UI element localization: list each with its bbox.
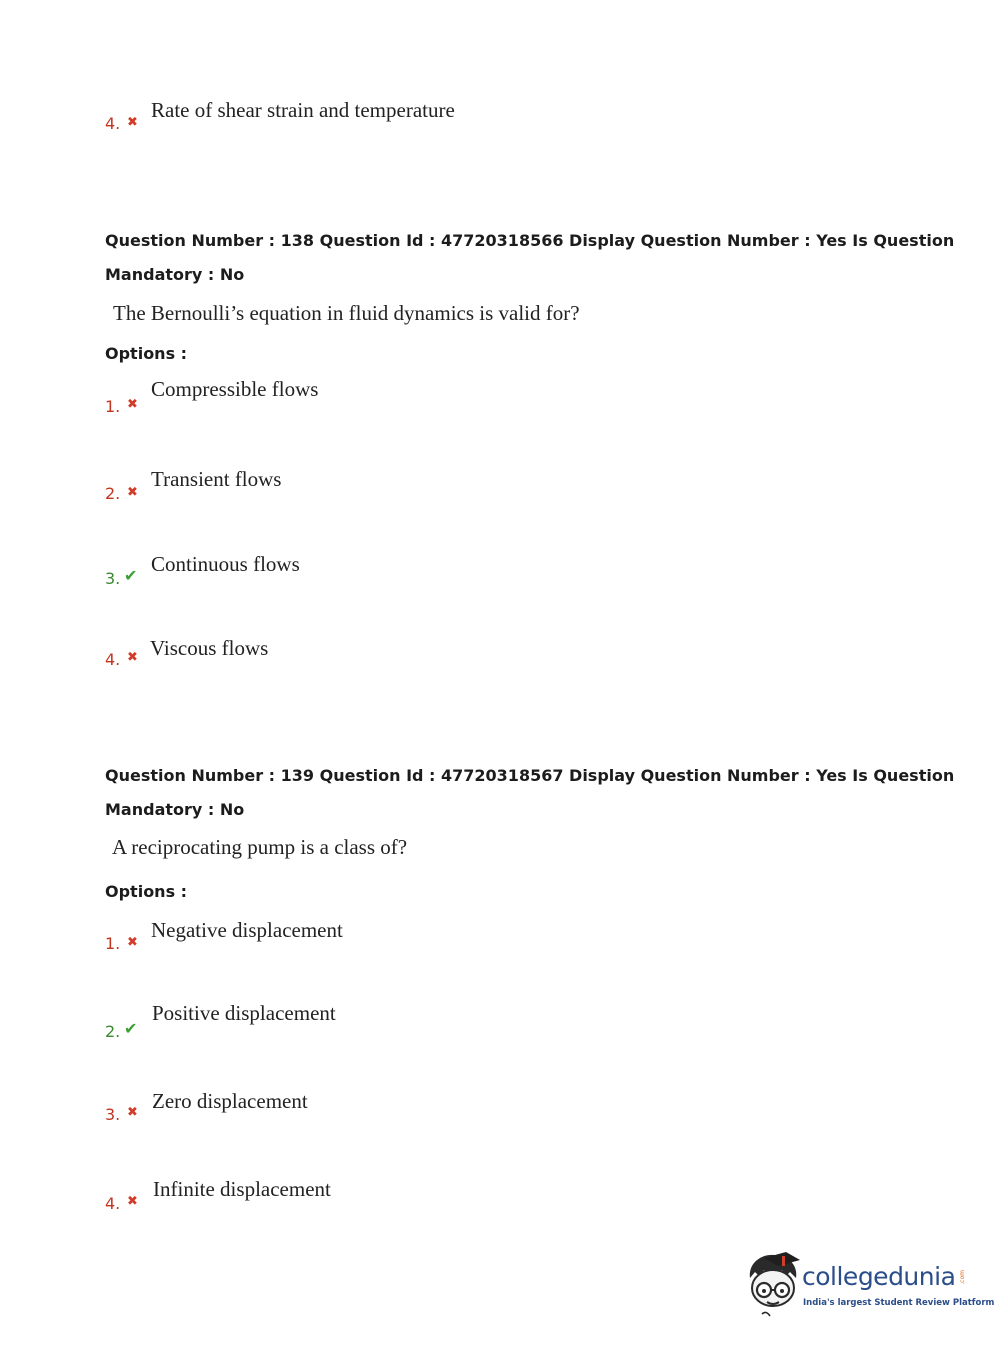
wrong-icon: ✖ [127,1194,138,1209]
option-number: 4. [105,1194,121,1213]
option-number: 4. [105,650,121,669]
check-icon: ✔ [124,1019,138,1038]
option-number: 1. [105,397,121,416]
option-number: 1. [105,934,121,953]
option-text: Compressible flows [151,377,319,401]
mascot-icon [742,1250,804,1318]
options-label: Options : [105,344,188,363]
wrong-icon: ✖ [127,1105,138,1120]
wrong-icon: ✖ [127,115,138,130]
option-text: Positive displacement [152,1001,336,1025]
option-text: Infinite displacement [153,1177,331,1201]
logo-tagline: India's largest Student Review Platform [803,1298,995,1308]
wrong-icon: ✖ [127,485,138,500]
options-label: Options : [105,882,188,901]
question-meta: Question Number : 139 Question Id : 47720318567 Display Question Number : Yes Is Question [105,766,955,785]
option-number: 4. [105,114,121,133]
wrong-icon: ✖ [127,397,138,412]
option-number: 3. [105,569,121,588]
option-text: Continuous flows [151,552,300,576]
wrong-icon: ✖ [127,935,138,950]
option-number: 2. [105,484,121,503]
check-icon: ✔ [124,566,138,585]
question-meta: Question Number : 138 Question Id : 47720318566 Display Question Number : Yes Is Question [105,231,955,250]
question-mandatory: Mandatory : No [105,800,245,819]
option-text: Viscous flows [150,636,269,660]
option-text: Rate of shear strain and temperature [151,98,455,122]
option-number: 2. [105,1022,121,1041]
wrong-icon: ✖ [127,650,138,665]
option-text: Zero displacement [152,1089,308,1113]
logo-com: .com [959,1270,966,1285]
option-text: Transient flows [151,467,282,491]
question-mandatory: Mandatory : No [105,265,245,284]
logo-wordmark: collegedunia [802,1262,956,1291]
question-text: A reciprocating pump is a class of? [112,835,408,859]
collegedunia-logo [742,1250,995,1320]
option-number: 3. [105,1105,121,1124]
question-text: The Bernoulli’s equation in fluid dynamics is valid for? [113,301,580,325]
option-text: Negative displacement [151,918,343,942]
